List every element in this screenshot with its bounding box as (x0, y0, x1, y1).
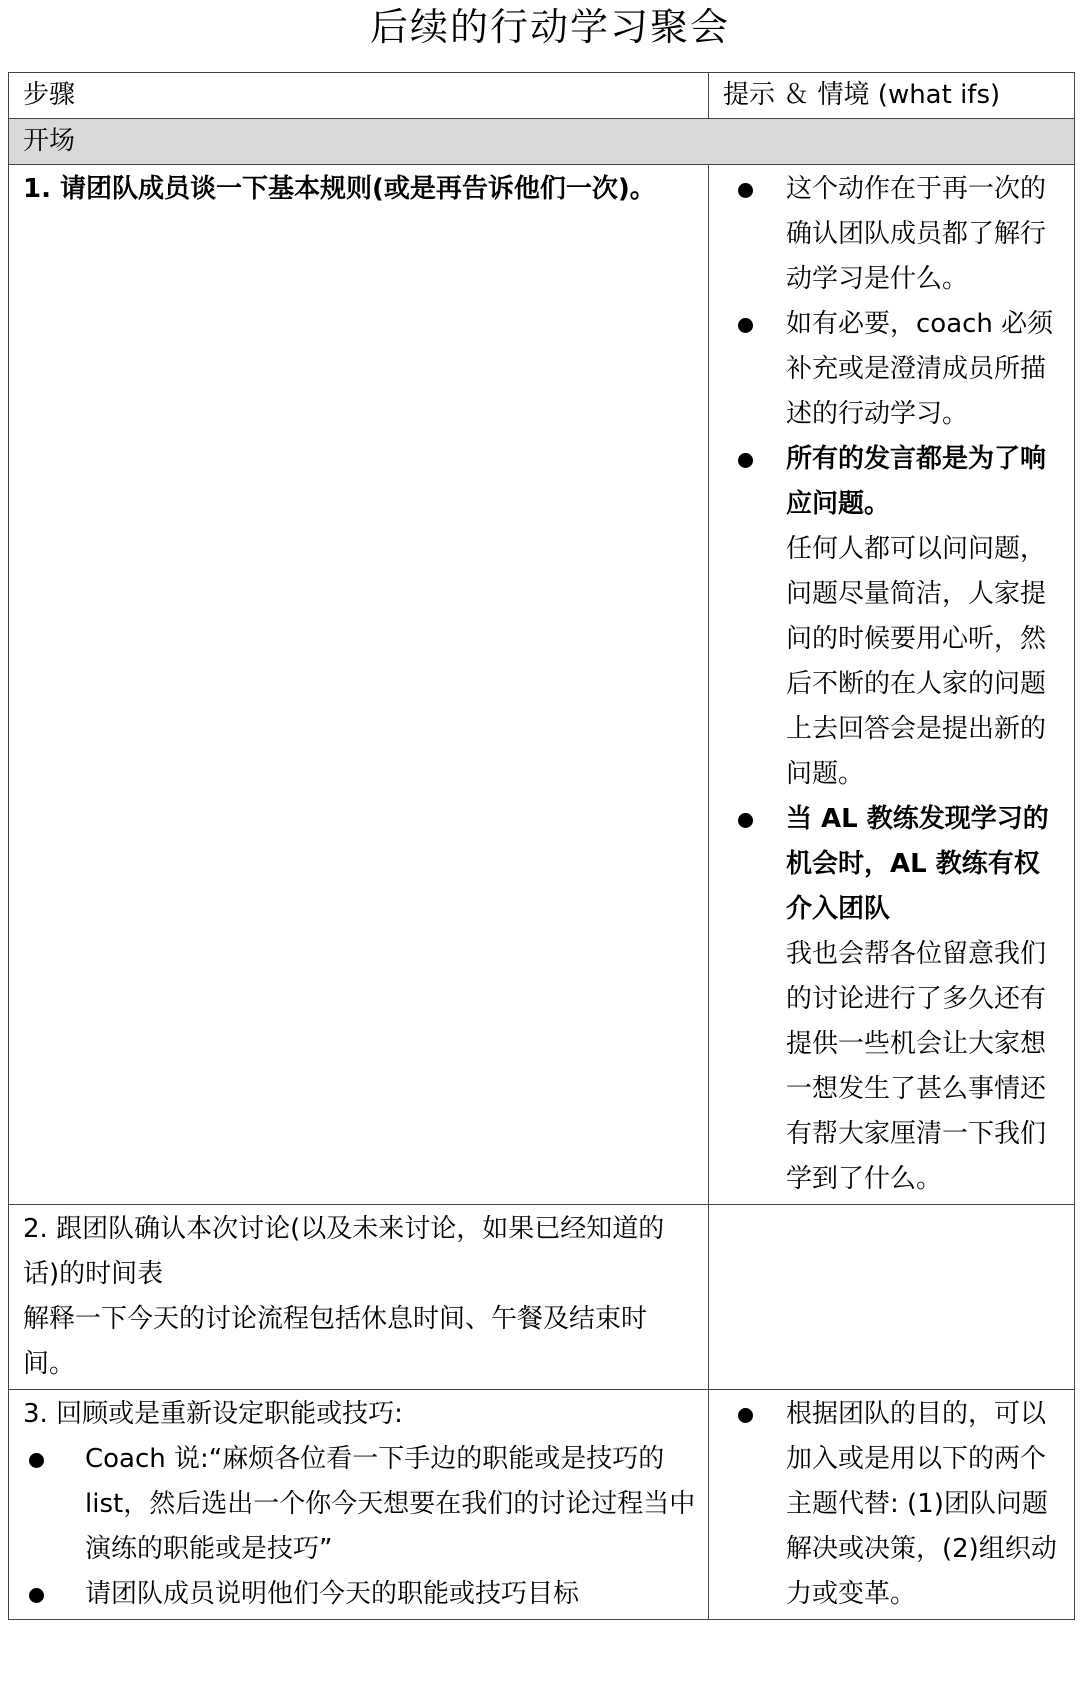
list-item (723, 1392, 1064, 1617)
steps-table (8, 72, 1075, 1620)
list-item (723, 167, 1064, 302)
hint-detail: 任何人都可以问问题，问题尽量简洁，人家提问的时候要用心听，然后不断的在人家的问题上去回答会是提出新的问题。 (786, 534, 1047, 789)
list-item (23, 1437, 698, 1572)
step-text: 3. 回顾或是重新设定职能或技巧: (23, 1399, 403, 1429)
bullet-icon (29, 1588, 44, 1603)
hint-list (723, 797, 1064, 932)
list-item (723, 302, 1064, 437)
bullet-icon (738, 453, 753, 468)
hint-cell (709, 165, 1075, 1205)
list-item (723, 797, 1064, 932)
table-row (9, 1390, 1075, 1620)
list-item (23, 1572, 698, 1617)
hint-cell (709, 1390, 1075, 1620)
step-bullet-text: 请团队成员说明他们今天的职能或技巧目标 (85, 1579, 580, 1609)
hint-text: 当 AL 教练发现学习的机会时，AL 教练有权介入团队 (786, 804, 1049, 924)
header-hint: 提示 ＆ 情境 (what ifs) (709, 73, 1075, 119)
hint-detail: 我也会帮各位留意我们的讨论进行了多久还有提供一些机会让大家想一想发生了甚么事情还有帮大家厘清一下我们学到了什么。 (786, 939, 1047, 1194)
step-cell (9, 165, 709, 1205)
table-row (9, 165, 1075, 1205)
hint-list (723, 1392, 1064, 1617)
hint-list (723, 167, 1064, 527)
list-item (723, 437, 1064, 527)
step-text: 解释一下今天的讨论流程包括休息时间、午餐及结束时间。 (23, 1304, 648, 1379)
bullet-icon (738, 183, 753, 198)
step-bullet-text: Coach 说:“麻烦各位看一下手边的职能或是技巧的 list，然后选出一个你今天想要在我们的讨论过程当中演练的职能或是技巧” (85, 1444, 696, 1564)
section-label: 开场 (9, 119, 1075, 165)
hint-text: 如有必要，coach 必须补充或是澄清成员所描述的行动学习。 (786, 309, 1054, 429)
hint-text: 所有的发言都是为了响应问题。 (786, 444, 1047, 519)
step-text: 1. 请团队成员谈一下基本规则(或是再告诉他们一次)。 (23, 174, 656, 204)
step-text: 2. 跟团队确认本次讨论(以及未来讨论，如果已经知道的话)的时间表 (23, 1214, 665, 1289)
step-bullet-list (23, 1437, 698, 1617)
section-row (9, 119, 1075, 165)
header-step: 步骤 (9, 73, 709, 119)
bullet-icon (29, 1453, 44, 1468)
hint-text: 根据团队的目的，可以加入或是用以下的两个主题代替: (1)团队问题解决或决策，(2)组织动力或变革。 (786, 1399, 1057, 1609)
hint-cell (709, 1205, 1075, 1390)
page-title: 后续的行动学习聚会 (369, 5, 730, 49)
bullet-icon (738, 813, 753, 828)
hint-text: 这个动作在于再一次的确认团队成员都了解行动学习是什么。 (786, 174, 1047, 294)
bullet-icon (738, 318, 753, 333)
step-cell (9, 1205, 709, 1390)
bullet-icon (738, 1408, 753, 1423)
table-row (9, 1205, 1075, 1390)
step-cell (9, 1390, 709, 1620)
table-header-row (9, 73, 1075, 119)
